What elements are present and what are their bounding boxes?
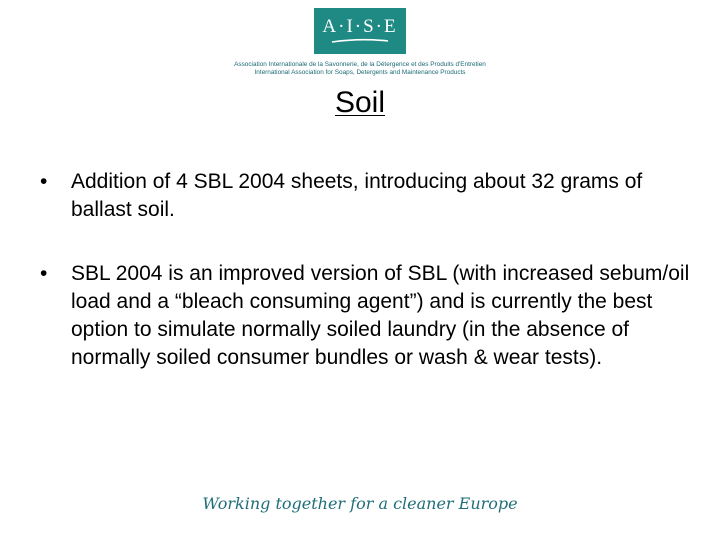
bullet-item [40,168,690,224]
association-name-french: Association Internationale de la Savonnerie, de la Détergence et des Produits d'Entretien [234,61,486,68]
bullet-list [40,168,690,372]
footer-tagline: Working together for a cleaner Europe [202,494,518,513]
bullet-marker: • [40,170,48,193]
logo-text: A·I·S·E [322,15,398,37]
bullet-text: SBL 2004 is an improved version of SBL (with increased sebum/oil load and a “bleach consuming agent”) and is currently the best option to simulate normally soiled laundry (in the absence of normally soiled consumer bundles or wash & wear tests). [71,262,690,369]
association-name-english: International Association for Soaps, Detergents and Maintenance Products [254,69,466,76]
bullet-marker: • [40,262,48,285]
logo-swoosh-icon [330,38,390,44]
footer-stripe [0,524,720,540]
bullet-text: Addition of 4 SBL 2004 sheets, introducing about 32 grams of ballast soil. [71,170,643,221]
aise-logo [314,8,406,54]
bullet-item [40,260,690,372]
slide-title: Soil [334,86,386,119]
